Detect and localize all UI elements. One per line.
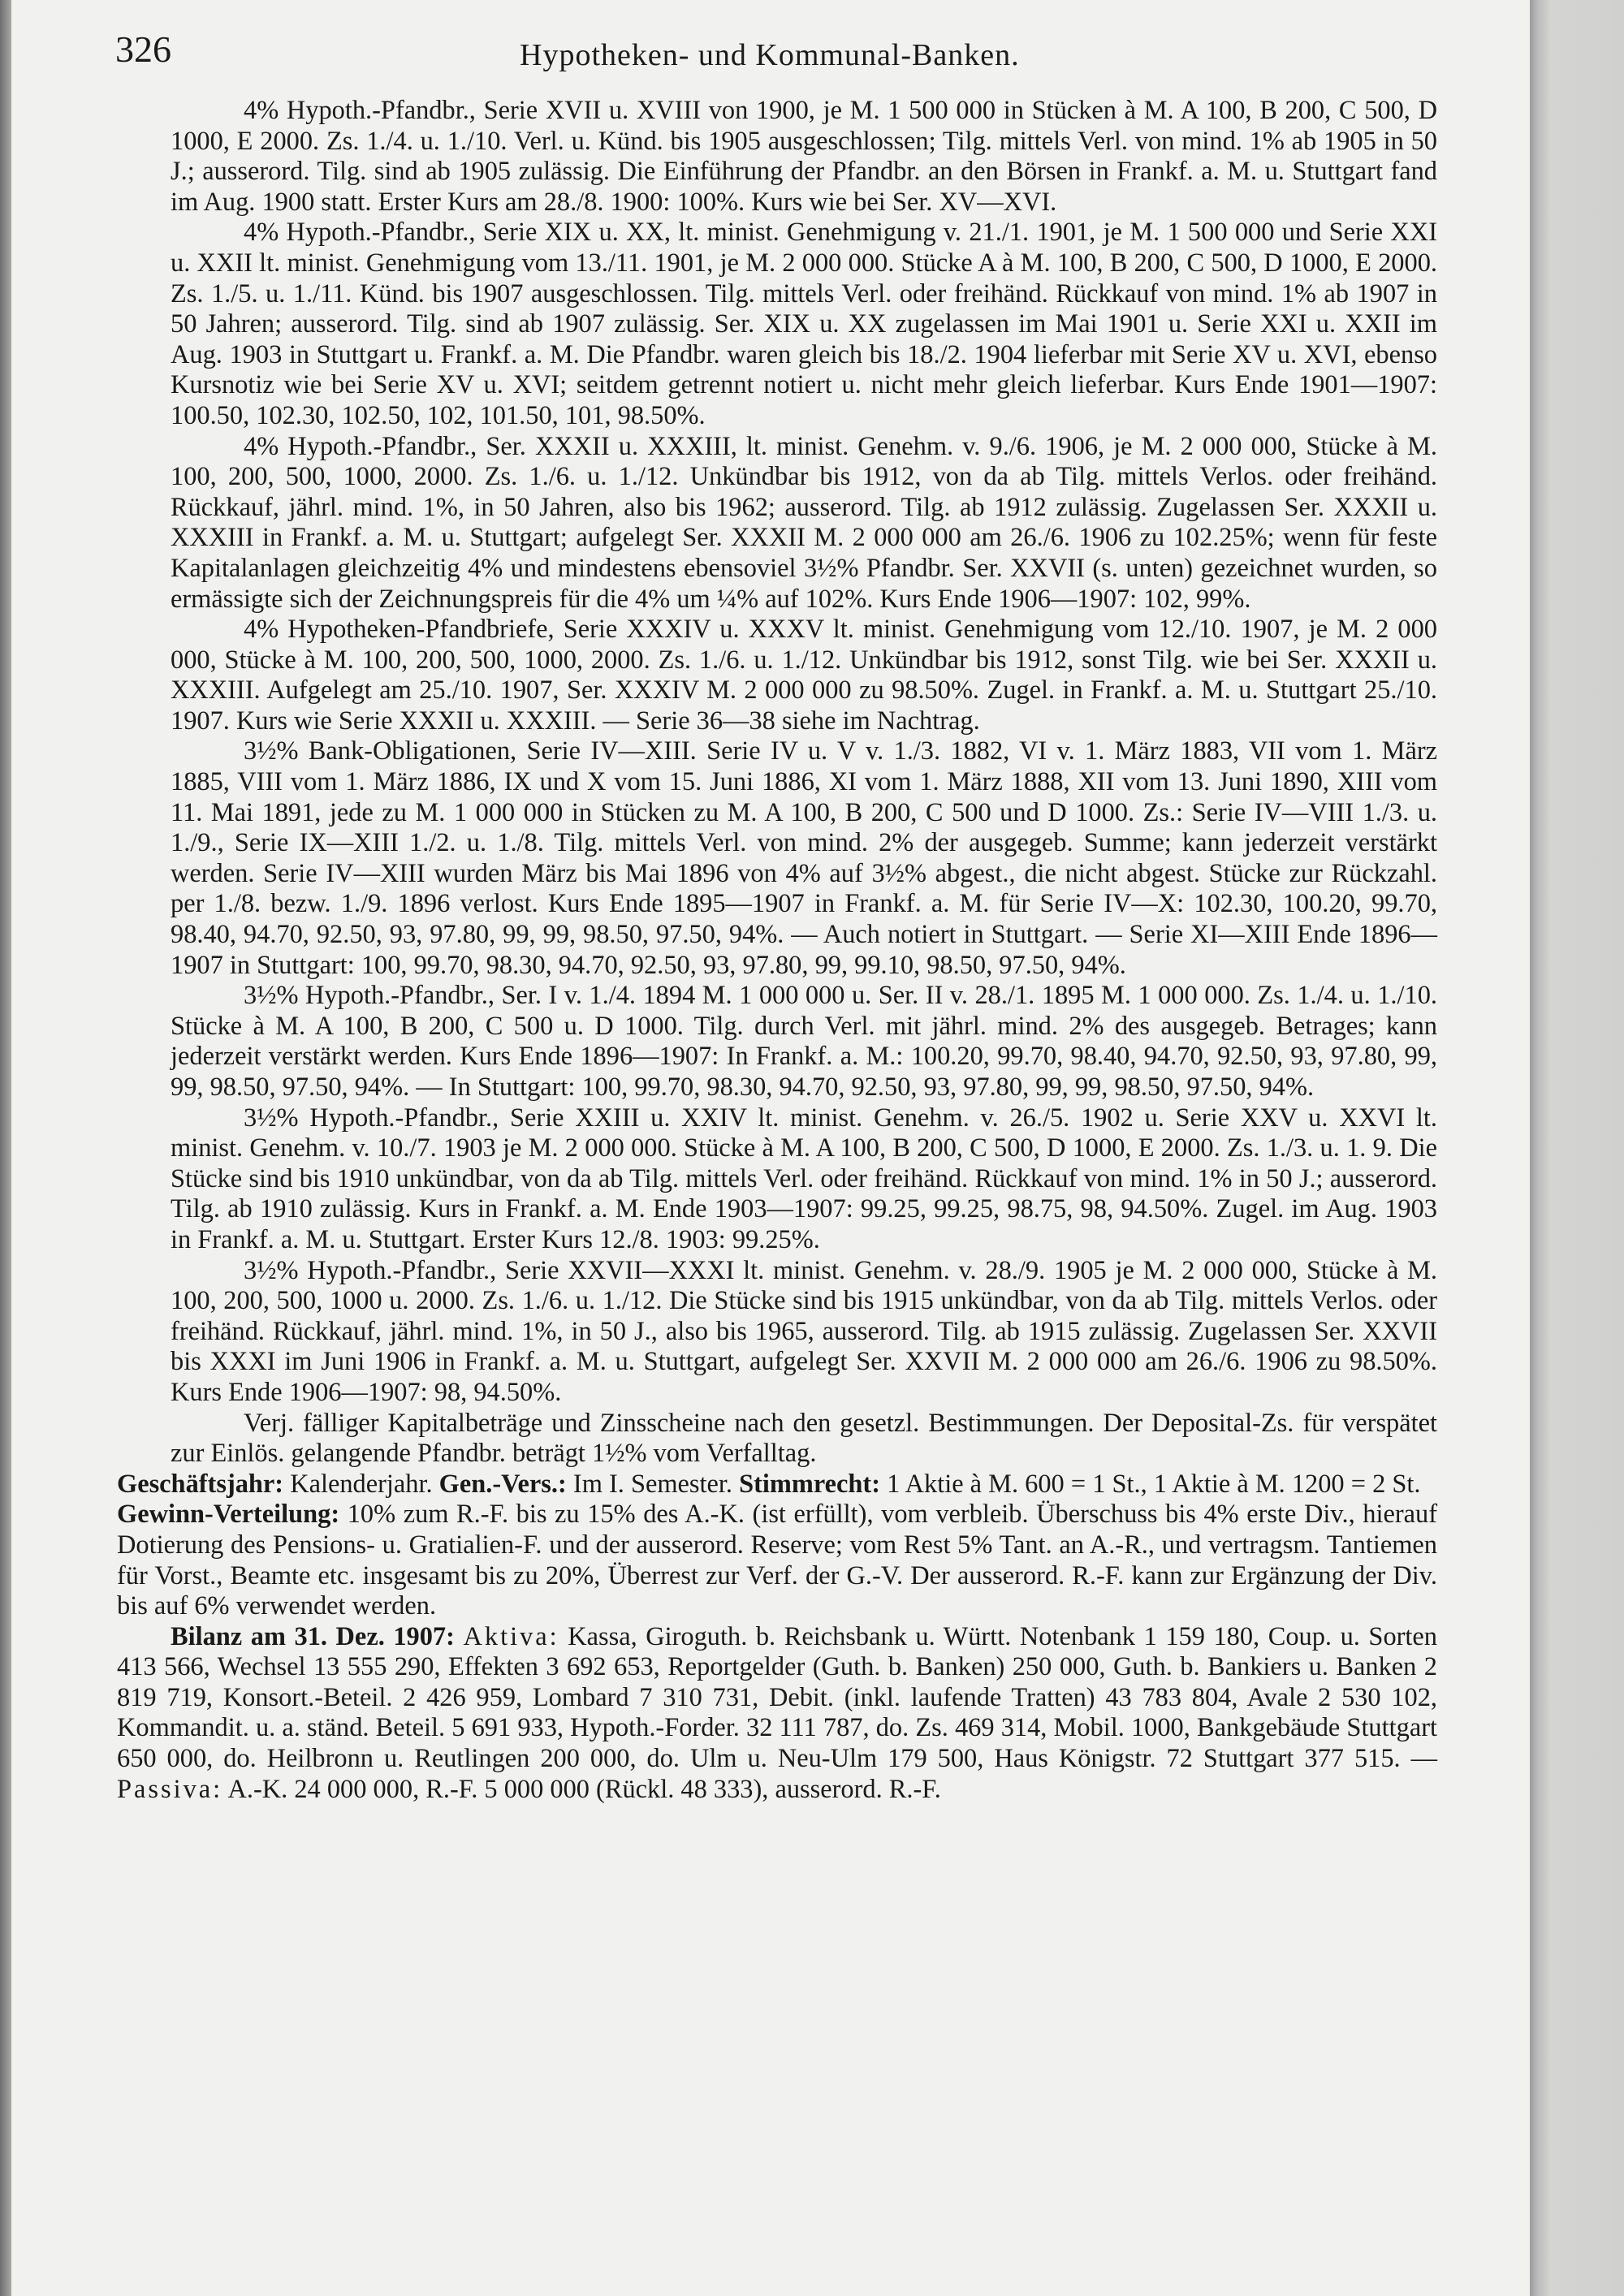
passiva-label: Passiva: — [117, 1774, 223, 1804]
stimmrecht-label: Stimmrecht: — [739, 1469, 881, 1499]
gen-vers-text: Im I. Semester. — [566, 1469, 740, 1499]
paragraph-pfandbr-xxvii-xxxi: 3½% Hypoth.-Pfandbr., Serie XXVII—XXXI lt. minist. Genehm. v. 28./9. 1905 je M. 2 000 000, Stücke à M. 100, 200, 500, 1000 u. 2000. Zs. 1./6. u. 1./12. Die Stücke sind bis 1915 unkündbar, von da ab Tilg. mittels Verlos. oder freihänd. Rückkauf, jährl. mind. 1%, in 50 J., also bis 1965, ausserord. Tilg. ab 1915 zulässig. Zugelassen Ser. XXVII bis XXXI im Juni 1906 in Frankf. a. M. u. Stuttgart, aufgelegt Ser. XXVII M. 2 000 000 am 26./6. 1906 zu 98.50%. Kurs Ende 1906—1907: 98, 94.50%. — [171, 1255, 1437, 1407]
gewinn-verteilung-label: Gewinn-Verteilung: — [117, 1500, 340, 1530]
paragraph-pfandbr-xix-xxii: 4% Hypoth.-Pfandbr., Serie XIX u. XX, lt. minist. Genehmigung v. 21./1. 1901, je M. 1 500 000 und Serie XXI u. XXII lt. minist. Genehmigung vom 13./11. 1901, je M. 2 000 000. Stücke A à M. 100, B 200, C 500, D 1000, E 2000. Zs. 1./5. u. 1./11. Künd. bis 1907 ausgeschlossen. Tilg. mittels Verl. oder freihänd. Rückkauf von mind. 1% ab 1907 in 50 Jahren; ausserord. Tilg. sind ab 1907 zulässig. Ser. XIX u. XX zugelassen im Mai 1901 u. Serie XXI u. XXII im Aug. 1903 in Stuttgart u. Frankf. a. M. Die Pfandbr. waren gleich bis 18./2. 1904 lieferbar mit Serie XV u. XVI, ebenso Kursnotiz wie bei Serie XV u. XVI; seitdem getrennt notiert u. nicht mehr gleich lieferbar. Kurs Ende 1901—1907: 100.50, 102.30, 102.50, 102, 101.50, 101, 98.50%. — [171, 218, 1437, 430]
gen-vers-label: Gen.-Vers.: — [438, 1469, 567, 1499]
running-title: Hypotheken- und Kommunal-Banken. — [520, 38, 1020, 72]
geschaeftsjahr-text: Kalenderjahr. — [283, 1469, 439, 1499]
section-gewinn-verteilung — [117, 1500, 1437, 1621]
page-binding-shadow — [0, 0, 11, 2296]
paragraph-verjaehrung: Verj. fälliger Kapitalbeträge und Zinsscheine nach den gesetzl. Bestimmungen. Der Deposital-Zs. für verspätet zur Einlös. gelangende Pfandbr. beträgt 1½% vom Verfalltag. — [171, 1408, 1437, 1469]
aktiva-label: Aktiva: — [463, 1621, 559, 1651]
passiva-text: A.-K. 24 000 000, R.-F. 5 000 000 (Rückl. 48 333), ausserord. R.-F. — [222, 1774, 941, 1804]
geschaeftsjahr-label: Geschäftsjahr: — [117, 1469, 284, 1499]
paragraph-pfandbr-xvii-xviii: 4% Hypoth.-Pfandbr., Serie XVII u. XVIII von 1900, je M. 1 500 000 in Stücken à M. A 100, B 200, C 500, D 1000, E 2000. Zs. 1./4. u. 1./10. Verl. u. Künd. bis 1905 ausgeschlossen; Tilg. mittels Verl. von mind. 1% ab 1905 in 50 J.; ausserord. Tilg. sind ab 1905 zulässig. Die Einführung der Pfandbr. an den Börsen in Frankf. a. M. u. Stuttgart fand im Aug. 1900 statt. Erster Kurs am 28./8. 1900: 100%. Kurs wie bei Ser. XV—XVI. — [171, 96, 1437, 217]
gewinn-verteilung-text: 10% zum R.-F. bis zu 15% des A.-K. (ist erfüllt), vom verbleib. Überschuss bis 4% erste Div., hierauf Dotierung des Pensions- u. Gratialien-F. und der ausserord. Reserve; vom Rest 5% Tant. an A.-R., und vertragsm. Tantiemen für Vorst., Beamte etc. insgesamt bis zu 20%, Überrest zur Verf. der G.-V. Der ausserord. R.-F. kann zur Ergänzung der Div. bis auf 6% verwendet werden. — [117, 1500, 1437, 1621]
paragraph-pfandbr-xxxii-xxxiii: 4% Hypoth.-Pfandbr., Ser. XXXII u. XXXIII, lt. minist. Genehm. v. 9./6. 1906, je M. 2 000 000, Stücke à M. 100, 200, 500, 1000, 2000. Zs. 1./6. u. 1./12. Unkündbar bis 1912, von da ab Tilg. mittels Verlos. oder freihänd. Rückkauf, jährl. mind. 1%, in 50 Jahren, also bis 1962; ausserord. Tilg. ab 1912 zulässig. Zugelassen Ser. XXXII u. XXXIII in Frankf. a. M. u. Stuttgart; aufgelegt Ser. XXXII M. 2 000 000 am 26./6. 1906 zu 102.25%; wenn für feste Kapitalanlagen gleichzeitig 4% und mindestens ebensoviel 3½% Pfandbr. Ser. XXVII (s. unten) gezeichnet wurden, so ermässigte sich der Zeichnungspreis für die 4% um ¼% auf 102%. Kurs Ende 1906—1907: 102, 99%. — [171, 431, 1437, 614]
paragraph-pfandbr-xxiii-xxvi: 3½% Hypoth.-Pfandbr., Serie XXIII u. XXIV lt. minist. Genehm. v. 26./5. 1902 u. Serie XXV u. XXVI lt. minist. Genehm. v. 10./7. 1903 je M. 2 000 000. Stücke à M. A 100, B 200, C 500, D 1000, E 2000. Zs. 1./3. u. 1. 9. Die Stücke sind bis 1910 unkündbar, von da ab Tilg. mittels Verl. oder freihänd. Rückkauf von mind. 1% in 50 J.; ausserord. Tilg. ab 1910 zulässig. Kurs in Frankf. a. M. Ende 1903—1907: 99.25, 99.25, 98.75, 98, 94.50%. Zugel. im Aug. 1903 in Frankf. a. M. u. Stuttgart. Erster Kurs 12./8. 1903: 99.25%. — [171, 1103, 1437, 1254]
section-geschaeftsjahr — [117, 1470, 1437, 1500]
bilanz-label: Bilanz am 31. Dez. 1907: — [171, 1621, 455, 1651]
page-number: 326 — [115, 28, 171, 70]
section-bilanz — [117, 1622, 1437, 1806]
aktiva-text: Kassa, Giroguth. b. Reichsbank u. Württ. Notenbank 1 159 180, Coup. u. Sorten 413 566, Wechsel 13 555 290, Effekten 3 692 653, Reportgelder (Guth. b. Banken) 250 000, Guth. b. Bankiers u. Banken 2 819 719, Konsort.-Beteil. 2 426 959, Lombard 7 310 731, Debit. (inkl. laufende Tratten) 43 783 804, Avale 2 530 102, Kommandit. u. a. ständ. Beteil. 5 691 933, Hypoth.-Forder. 32 111 787, do. Zs. 469 314, Mobil. 1000, Bankgebäude Stuttgart 650 000, do. Heilbronn u. Reutlingen 200 000, do. Ulm u. Neu-Ulm 179 500, Haus Königstr. 72 Stuttgart 377 515. — — [117, 1621, 1437, 1774]
paragraph-pfandbr-xxxiv-xxxv: 4% Hypotheken-Pfandbriefe, Serie XXXIV u. XXXV lt. minist. Genehmigung vom 12./10. 1907, je M. 2 000 000, Stücke à M. 100, 200, 500, 1000, 2000. Zs. 1./6. u. 1./12. Unkündbar bis 1912, sonst Tilg. wie bei Ser. XXXII u. XXXIII. Aufgelegt am 25./10. 1907, Ser. XXXIV M. 2 000 000 zu 98.50%. Zugel. in Frankf. a. M. u. Stuttgart 25./10. 1907. Kurs wie Serie XXXII u. XXXIII. — Serie 36—38 siehe im Nachtrag. — [171, 615, 1437, 736]
stimmrecht-text: 1 Aktie à M. 600 = 1 St., 1 Aktie à M. 1200 = 2 St. — [880, 1469, 1421, 1499]
page-edge — [1530, 0, 1624, 2296]
page-body — [117, 96, 1437, 1805]
paragraph-bank-obligationen: 3½% Bank-Obligationen, Serie IV—XIII. Serie IV u. V v. 1./3. 1882, VI v. 1. März 1883, VII vom 1. März 1885, VIII vom 1. März 1886, IX und X vom 15. Juni 1886, XI vom 1. März 1888, XII vom 13. Juni 1890, XIII vom 11. Mai 1891, jede zu M. 1 000 000 in Stücken zu M. A 100, B 200, C 500 und D 1000. Zs.: Serie IV—VIII 1./3. u. 1./9., Serie IX—XIII 1./2. u. 1./8. Tilg. mittels Verl. von mind. 2% der ausgegeb. Summe; kann jederzeit verstärkt werden. Serie IV—XIII wurden März bis Mai 1896 von 4% auf 3½% abgest., die nicht abgest. Stücke zur Rückzahl. per 1./8. bezw. 1./9. 1896 verlost. Kurs Ende 1895—1907 in Frankf. a. M. für Serie IV—X: 102.30, 100.20, 99.70, 98.40, 94.70, 92.50, 93, 97.80, 99, 99, 98.50, 97.50, 94%. — Auch notiert in Stuttgart. — Serie XI—XIII Ende 1896—1907 in Stuttgart: 100, 99.70, 98.30, 94.70, 92.50, 93, 97.80, 99, 99.10, 98.50, 97.50, 94%. — [171, 736, 1437, 980]
paragraph-pfandbr-i-ii: 3½% Hypoth.-Pfandbr., Ser. I v. 1./4. 1894 M. 1 000 000 u. Ser. II v. 28./1. 1895 M. 1 000 000. Zs. 1./4. u. 1./10. Stücke à M. A 100, B 200, C 500 u. D 1000. Tilg. durch Verl. mit jährl. mind. 2% des ausgegeb. Betrages; kann jederzeit verstärkt werden. Kurs Ende 1896—1907: In Frankf. a. M.: 100.20, 99.70, 98.40, 94.70, 92.50, 93, 97.80, 99, 99, 98.50, 97.50, 94%. — In Stuttgart: 100, 99.70, 98.30, 94.70, 92.50, 93, 97.80, 99, 99, 98.50, 97.50, 94%. — [171, 981, 1437, 1102]
